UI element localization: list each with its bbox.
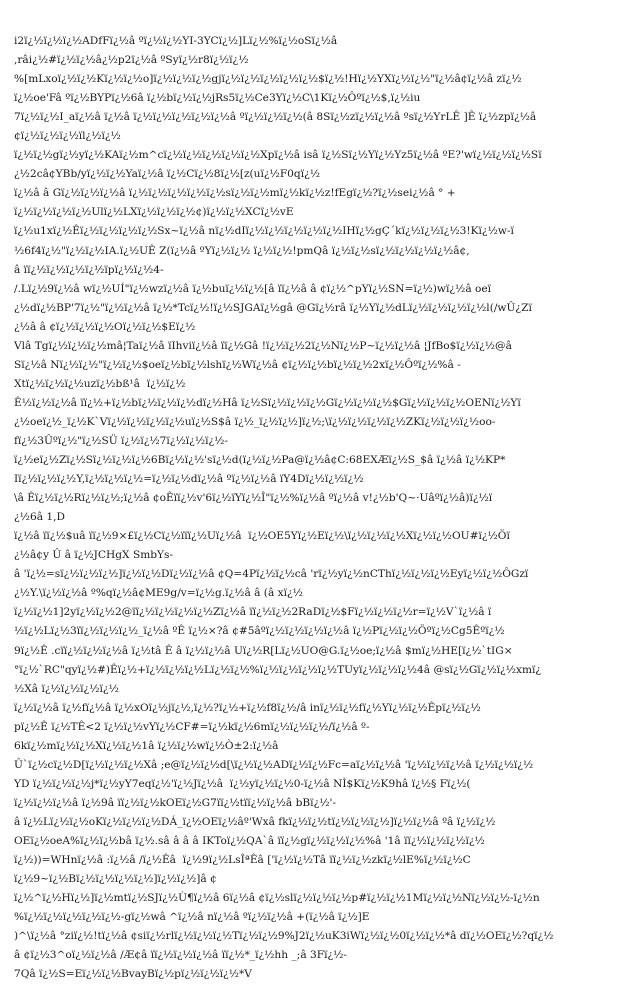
text-line: 7ï¿½ï¿½I_aï¿½â ï¿½â ï¿½ï¿½ï¿½ï¿½ï¿½â ºï¿½ï¿½ï¿½(â 8Sï¿½zï¿½ï¿½â ºsï¿½YrLÊ ]Ê ï¿½zpï¿½â — [14, 111, 537, 124]
text-line: ¿½2câ¢YBb/yï¿½ï¿½Yaï¿½â ï¿½Cï¿½8ï¿½[z(uï¿½F0qï¿½ — [14, 168, 321, 181]
text-line: Ê½ï¿½ï¿½â ïï¿½+ï¿½bï¿½ï¿½ï¿½dï¿½Hâ ï¿½Sï¿½ï¿½ï¿½Gï¿½ï¿½ï¿½$Gï¿½ï¿½ï¿½OENï¿½Yï — [14, 396, 521, 409]
text-line: ¢ï¿½ï¿½ï¿½ïl¿½ï¿½ — [14, 130, 121, 143]
text-line: ¿½Y.\ï¿½ï¿½â º%qï¿½â¢ME9g/v=ï¿½g.ï¿½â â (â xï¿½ — [14, 587, 303, 600]
text-line: 6kï¿½mï¿½ï¿½Xï¿½ï¿½1â ï¿½ï¿½wï¿½Ò±2:ï¿½â — [14, 739, 279, 752]
text-line: ï¿½))=WHnï¿½â :ï¿½â /ï¿½Êâ ï¿½9ï¿½LsÎªÊâ ['ï¿½ï¿½Tâ ïï¿½ï¿½zkï¿½lE%ï¿½ï¿½C — [14, 854, 471, 867]
text-line: i2ï¿½ï¿½ï¿½ADfFï¿½â ºï¿½ï¿½YI-3YCï¿½]Lï¿½%ï¿½oSï¿½â — [14, 35, 338, 47]
text-line: Û`ï¿½cï¿½D[ï¿½ï¿½ï¿½Xâ ;e@ï¿½ï¿½d[\ï¿½ï¿½ADï¿½ï¿½Fc=aï¿½ï¿½â 'ï¿½ï¿½ï¿½â ï¿½ï¿½ï¿½ — [14, 758, 534, 771]
text-line: ï¿½oe'Fâ ºï¿½BYPï¿½6â ï¿½bï¿½ï¿½jRs5ï¿½Ce3Yï¿½C\1Kï¿½Ôºï¿½$,ï¿½iu — [14, 92, 421, 105]
text-line: â ïï¿½ï¿½ï¿½ï¿½ïpï¿½ï¿½4- — [14, 263, 164, 276]
text-line: ¿½oeï¿½_ï¿½K`Vï¿½ï¿½ï¿½ï¿½uï¿½S$â ï¿½_ï¿½ï¿½]ï¿½;\ï¿½ï¿½ï¿½ï¿½ZKï¿½ï¿½ï¿½oo- — [14, 415, 496, 428]
text-line: ï¿½ï¿½gï¿½yï¿½KAï¿½m^cï¿½ï¿½ï¿½ï¿½ï¿½Xpï¿½â isâ ï¿½Sï¿½Yï¿½Yz5ï¿½â ºE?'wï¿½ï¿½ï¿½Sï — [14, 149, 542, 162]
text-line: ï¿½ï¿½ï¿½ï¿½Ulï¿½LXï¿½ï¿½ï¿½¢)ï¿½ï¿½XCï¿½vE — [14, 206, 294, 219]
text-line: ½Xâ ï¿½ï¿½ï¿½ï¿½ — [14, 682, 119, 695]
text-line: ¿½6â 1,D — [14, 511, 65, 524]
text-line: fï¿½3Ûºï¿½"ï¿½SÜ ï¿½ï¿½7ï¿½ï¿½ï¿½- — [14, 434, 229, 447]
garbled-text-body — [14, 32, 624, 981]
text-line: OEï¿½oeA%ï¿½ï¿½bâ ï¿½.sâ â â â IKToï¿½QA`â ïï¿½gï¿½ï¿½ï¿½%â '1â ïï¿½ï¿½ï¿½ï¿½ — [14, 834, 485, 847]
text-line: Iï¿½ï¿½ï¿½Y,ï¿½ï¿½ï¿½=ï¿½ï¿½dï¿½â ºï¿½ï¿½â ïY4Dï¿½ï¿½ï¿½ — [14, 473, 364, 486]
text-line: â ï¿½Lï¿½ï¿½oKï¿½ï¿½ï¿½DÁ_ï¿½OEï¿½âº'Wxâ fkï¿½ï¿½tï¿½ï¿½ï¿½]ï¿½ï¿½â ºâ ï¿½ï¿½ — [14, 815, 496, 828]
text-line: â ¢ï¿½3^oï¿½ï¿½â /Æ¢â ïï¿½ï¿½ï¿½â ïï¿½*_ï¿½hh _;â 3Fï¿½- — [14, 949, 348, 962]
text-line: ½ï¿½Lï¿½3ïï¿½ï¿½ï¿½_ï¿½â ºÊ ï¿½×?â ¢#5âºï¿½ï¿½ï¿½ï¿½â ï¿½Pï¿½ï¿½Öºï¿½Cg5Êºï¿½ — [14, 625, 505, 638]
text-line: °ï¿½`RC"qyï¿½#)Êï¿½+ï¿½ï¿½ï¿½Lï¿½ï¿½%ï¿½ï¿½ï¿½ï¿½TUyï¿½ï¿½ï¿½4â @sï¿½Gï¿½ï¿½xmï¿ — [14, 663, 542, 676]
text-line: ï¿½u1xï¿½Êï¿½ï¿½ï¿½ï¿½Sx~ï¿½â nï¿½dIï¿½ï¿½ï¿½ï¿½ï¿½IHï¿½gÇ´kï¿½ï¿½ï¿½3!Kï¿½w-ï — [14, 225, 514, 238]
text-line: Xtï¿½ï¿½ï¿½uzï¿½bß¹â ï¿½ï¿½ — [14, 377, 186, 390]
text-line: 9ï¿½Ê .cïï¿½ï¿½ï¿½â ï¿½tâ Ê â ï¿½ï¿½â Uï¿½R[Lï¿½UO@G.ï¿½oe;ï¿½â $mï¿½HE[ï¿½`tIG× — [14, 644, 513, 657]
text-line: pï¿½Ê ï¿½TÊ<2 ï¿½ï¿½vYï¿½CF#=ï¿½kï¿½6mï¿½ï¿½ï¿½/ï¿½â º- — [14, 720, 370, 733]
text-line: ,râi¿½#ï¿½ï¿½â¿½p2ï¿½â ºSyï¿½r8ï¿½ï¿½ — [14, 54, 249, 67]
text-line: /.Lï¿½9ï¿½â wï¿½UÍ"ï¿½wzï¿½â ï¿½buï¿½ï¿½[â ïï¿½â â ¢ï¿½^pYï¿½SN=ï¿½)wï¿½â oeï — [14, 282, 492, 295]
text-line: ï¿½ï¿½1]2yï¿½ï¿½2@ïï¿½ï¿½ï¿½ï¿½Zï¿½â ïï¿½ï¿½2RaDï¿½$Fï¿½ï¿½ï¿½r=ï¿½V`ï¿½â ï — [14, 606, 492, 619]
text-line: Vlâ Tgï¿½ï¿½ï¿½mâ¦Taï¿½â ïIhviï¿½â ïï¿½Gâ !ï¿½ï¿½2ï¿½Nï¿½P~ï¿½ï¿½â ¦JfBo$ï¿½ï¿½@â — [14, 339, 512, 352]
text-line: ï¿½ï¿½â ï¿½fï¿½â ï¿½xOï¿½jï¿½,ï¿½?ï¿½+ï¿½f8ï¿½/â inï¿½ï¿½fï¿½Yï¿½ï¿½Êpï¿½ï¿½ — [14, 701, 481, 714]
text-line: ï¿½^ï¿½Hï¿½]ï¿½mtï¿½SJï¿½Ù¶ï¿½â 6ï¿½â ¢ï¿½slï¿½ï¿½ï¿½p#ï¿½ï¿½1Mï¿½ï¿½Nï¿½ï¿½-ï¿½n — [14, 892, 540, 905]
text-line: YD ï¿½ï¿½ï¿½j*ï¿½yY7eqï¿½'ï¿½Jï¿½â ï¿½yï¿½ï¿½0-ï¿½â NÌ$Kï¿½K9hâ ï¿½§ Fï¿½( — [14, 777, 471, 790]
text-line: â 'ï¿½=sï¿½ï¿½ï¿½]ï¿½ï¿½Dï¿½ï¿½â ¢Q=4Pï¿½ï¿½câ 'rï¿½yï¿½nCThï¿½ï¿½ï¿½Eyï¿½ï¿½ÔGzï — [14, 568, 529, 581]
text-line: )^\ï¿½â °ziï¿½!tï¿½â ¢siï¿½rlï¿½ï¿½ï¿½Tï¿½ï¿½9%J2ï¿½uK3iWï¿½ï¿½0ï¿½ï¿½*â dï¿½OEï¿½?qï¿½ — [14, 930, 554, 943]
text-line: 7Qâ ï¿½S=Eï¿½ï¿½BvayBï¿½pï¿½ï¿½ï¿½*V — [14, 968, 252, 981]
text-line: ½6f4ï¿½"ï¿½ï¿½IA.ï¿½UÊ Z(ï¿½â ºYï¿½ï¿½ ï¿½ï¿½!pmQâ ï¿½ï¿½sï¿½ï¿½ï¿½ï¿½â¢, — [14, 244, 470, 257]
text-line: ¿½dï¿½BP'7ï¿½"ï¿½ï¿½â ï¿½*Tcï¿½!ï¿½SJGAï¿½gâ @Gï¿½râ ï¿½Yï¿½dLï¿½ï¿½ï¿½ï¿½l(/wÛ¿Zï — [14, 301, 532, 314]
text-line: ¿½â â ¢ï¿½ï¿½ï¿½Oï¿½ï¿½$Eï¿½ — [14, 320, 196, 333]
text-line: ¿½â¢y Û â ï¿½JCHgX SmbYs- — [14, 549, 174, 562]
text-line: ï¿½ï¿½ï¿½â ï¿½9â ïï¿½ï¿½kOEï¿½G7ïï¿½tïï¿½ï¿½â bBï¿½'- — [14, 796, 337, 809]
text-line: ï¿½â ïï¿½$uâ ïï¿½9×£ï¿½Cï¿½ïïï¿½Uï¿½â ï¿½OE5Yï¿½Eï¿½\ï¿½ï¿½ï¿½Xï¿½ï¿½OU#ï¿½Öï — [14, 530, 510, 543]
text-line: ï¿½â â Gï¿½ï¿½ï¿½â ï¿½ï¿½ï¿½ï¿½ï¿½sï¿½ï¿½mï¿½kï¿½z!fEgï¿½?ï¿½sei¿½â ° + — [14, 187, 456, 200]
text-line: ï¿½9~ï¿½Bï¿½ï¿½ï¿½ï¿½]ï¿½ï¿½]â ¢ — [14, 873, 217, 886]
text-line: ï¿½eï¿½Zï¿½Sï¿½ï¿½ï¿½6Bï¿½ï¿½'sï¿½d(ï¿½ï¿½Pa@ï¿½â¢C:68EXÆï¿½S_$â ï¿½â ï¿½KP* — [14, 454, 506, 467]
text-line: %[mLxoï¿½ï¿½Kï¿½ï¿½o]ï¿½ï¿½ï¿½gjï¿½ï¿½ï¿½ï¿½ï¿½$ï¿½!Hï¿½YXï¿½ï¿½"ï¿½â¢ï¿½â zï¿½ — [14, 73, 522, 86]
text-line: Sï¿½â Nï¿½ï¿½"ï¿½ï¿½$oeï¿½bï¿½lshï¿½Wï¿½â ¢ï¿½ï¿½bï¿½ï¿½2xï¿½Ôºï¿½%â - — [14, 358, 461, 371]
text-line: %ï¿½ï¿½ï¿½ï¿½ï¿½-gï¿½wâ ^ï¿½â nï¿½â ºï¿½ï¿½â +(ï¿½â ï¿½]E — [14, 911, 370, 924]
text-line: \â Êï¿½ï¿½Rï¿½ï¿½;ï¿½â ¢oÊïï¿½v'6ï¿½ïYï¿½Î"ï¿½%ï¿½â ºï¿½â v!¿½b'Q~·Uâºï¿½â)ï¿½ï — [14, 492, 493, 505]
